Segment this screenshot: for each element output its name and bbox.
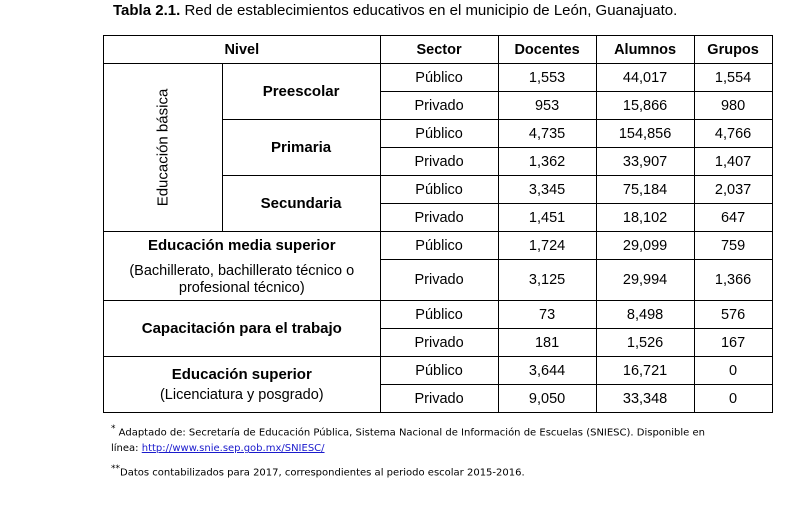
- table-row: [104, 301, 773, 329]
- level-media-superior-desc: (Bachillerato, bachillerato técnico o profesional técnico): [129, 262, 355, 296]
- cell-alumnos: 16,721: [596, 357, 694, 385]
- table-row: [104, 260, 773, 301]
- cell-sector: Público: [380, 301, 498, 329]
- cell-docentes: 73: [498, 301, 596, 329]
- header-row: [104, 36, 773, 64]
- cell-alumnos: 154,856: [596, 120, 694, 148]
- cell-docentes: 1,553: [498, 64, 596, 92]
- cell-grupos: 0: [694, 385, 772, 413]
- cell-docentes: 1,362: [498, 148, 596, 176]
- basic-education-label: Educación básica: [154, 88, 172, 207]
- cell-grupos: 1,407: [694, 148, 772, 176]
- cell-docentes: 1,724: [498, 232, 596, 260]
- cell-alumnos: 75,184: [596, 176, 694, 204]
- cell-docentes: 4,735: [498, 120, 596, 148]
- education-table: [103, 35, 773, 413]
- cell-sector: Público: [380, 64, 498, 92]
- level-media-superior: [104, 232, 381, 260]
- footnote-period: [111, 461, 711, 481]
- cell-docentes: 1,451: [498, 204, 596, 232]
- cell-grupos: 980: [694, 92, 772, 120]
- level-media-superior-name: Educación media superior: [148, 237, 336, 255]
- cell-sector: Privado: [380, 260, 498, 301]
- cell-docentes: 3,644: [498, 357, 596, 385]
- level-superior-desc: (Licenciatura y posgrado): [159, 386, 324, 403]
- cell-grupos: 1,554: [694, 64, 772, 92]
- cell-sector: Privado: [380, 385, 498, 413]
- cell-alumnos: 29,099: [596, 232, 694, 260]
- cell-grupos: 647: [694, 204, 772, 232]
- cell-sector: Privado: [380, 148, 498, 176]
- cell-alumnos: 44,017: [596, 64, 694, 92]
- cell-grupos: 4,766: [694, 120, 772, 148]
- table-row: [104, 232, 773, 260]
- cell-docentes: 9,050: [498, 385, 596, 413]
- cell-grupos: 1,366: [694, 260, 772, 301]
- cell-alumnos: 33,348: [596, 385, 694, 413]
- cell-alumnos: 8,498: [596, 301, 694, 329]
- cell-alumnos: 15,866: [596, 92, 694, 120]
- level-superior-name: Educación superior: [171, 365, 312, 383]
- header-grupos: Grupos: [694, 36, 772, 64]
- table-number: Tabla 2.1.: [113, 2, 181, 19]
- cell-sector: Privado: [380, 329, 498, 357]
- level-preescolar: Preescolar: [222, 64, 380, 120]
- table-title: Red de establecimientos educativos en el municipio de León, Guanajuato.: [184, 2, 678, 19]
- cell-grupos: 0: [694, 357, 772, 385]
- source-link[interactable]: http://www.snie.sep.gob.mx/SNIESC/: [141, 443, 325, 455]
- footnote-marker: **: [111, 464, 120, 474]
- cell-docentes: 181: [498, 329, 596, 357]
- footnote-period-text: Datos contabilizados para 2017, correspondientes al periodo escolar 2015-2016.: [120, 467, 525, 479]
- header-sector: Sector: [380, 36, 498, 64]
- cell-sector: Público: [380, 357, 498, 385]
- cell-sector: Privado: [380, 92, 498, 120]
- cell-alumnos: 33,907: [596, 148, 694, 176]
- cell-docentes: 3,345: [498, 176, 596, 204]
- footnote-source-text: Adaptado de: Secretaría de Educación Pública, Sistema Nacional de Información de Escuelas (SNIESC). Disponible en línea:: [111, 427, 705, 455]
- cell-sector: Privado: [380, 204, 498, 232]
- level-primaria: Primaria: [222, 120, 380, 176]
- cell-sector: Público: [380, 232, 498, 260]
- cell-alumnos: 18,102: [596, 204, 694, 232]
- cell-docentes: 3,125: [498, 260, 596, 301]
- cell-sector: Público: [380, 120, 498, 148]
- level-capacitacion: Capacitación para el trabajo: [104, 301, 381, 357]
- cell-grupos: 167: [694, 329, 772, 357]
- cell-sector: Público: [380, 176, 498, 204]
- cell-alumnos: 1,526: [596, 329, 694, 357]
- cell-grupos: 576: [694, 301, 772, 329]
- level-media-superior-sub: [104, 260, 381, 301]
- level-superior: [104, 357, 381, 413]
- cell-alumnos: 29,994: [596, 260, 694, 301]
- footnote-source: [111, 421, 711, 457]
- cell-grupos: 759: [694, 232, 772, 260]
- cell-grupos: 2,037: [694, 176, 772, 204]
- footnote-marker: *: [111, 424, 116, 434]
- header-alumnos: Alumnos: [596, 36, 694, 64]
- table-caption: [113, 2, 677, 19]
- basic-education-group-cell: [104, 64, 223, 232]
- table-row: [104, 357, 773, 385]
- header-nivel: Nivel: [104, 36, 381, 64]
- header-docentes: Docentes: [498, 36, 596, 64]
- cell-docentes: 953: [498, 92, 596, 120]
- level-secundaria: Secundaria: [222, 176, 380, 232]
- table-row: [104, 64, 773, 92]
